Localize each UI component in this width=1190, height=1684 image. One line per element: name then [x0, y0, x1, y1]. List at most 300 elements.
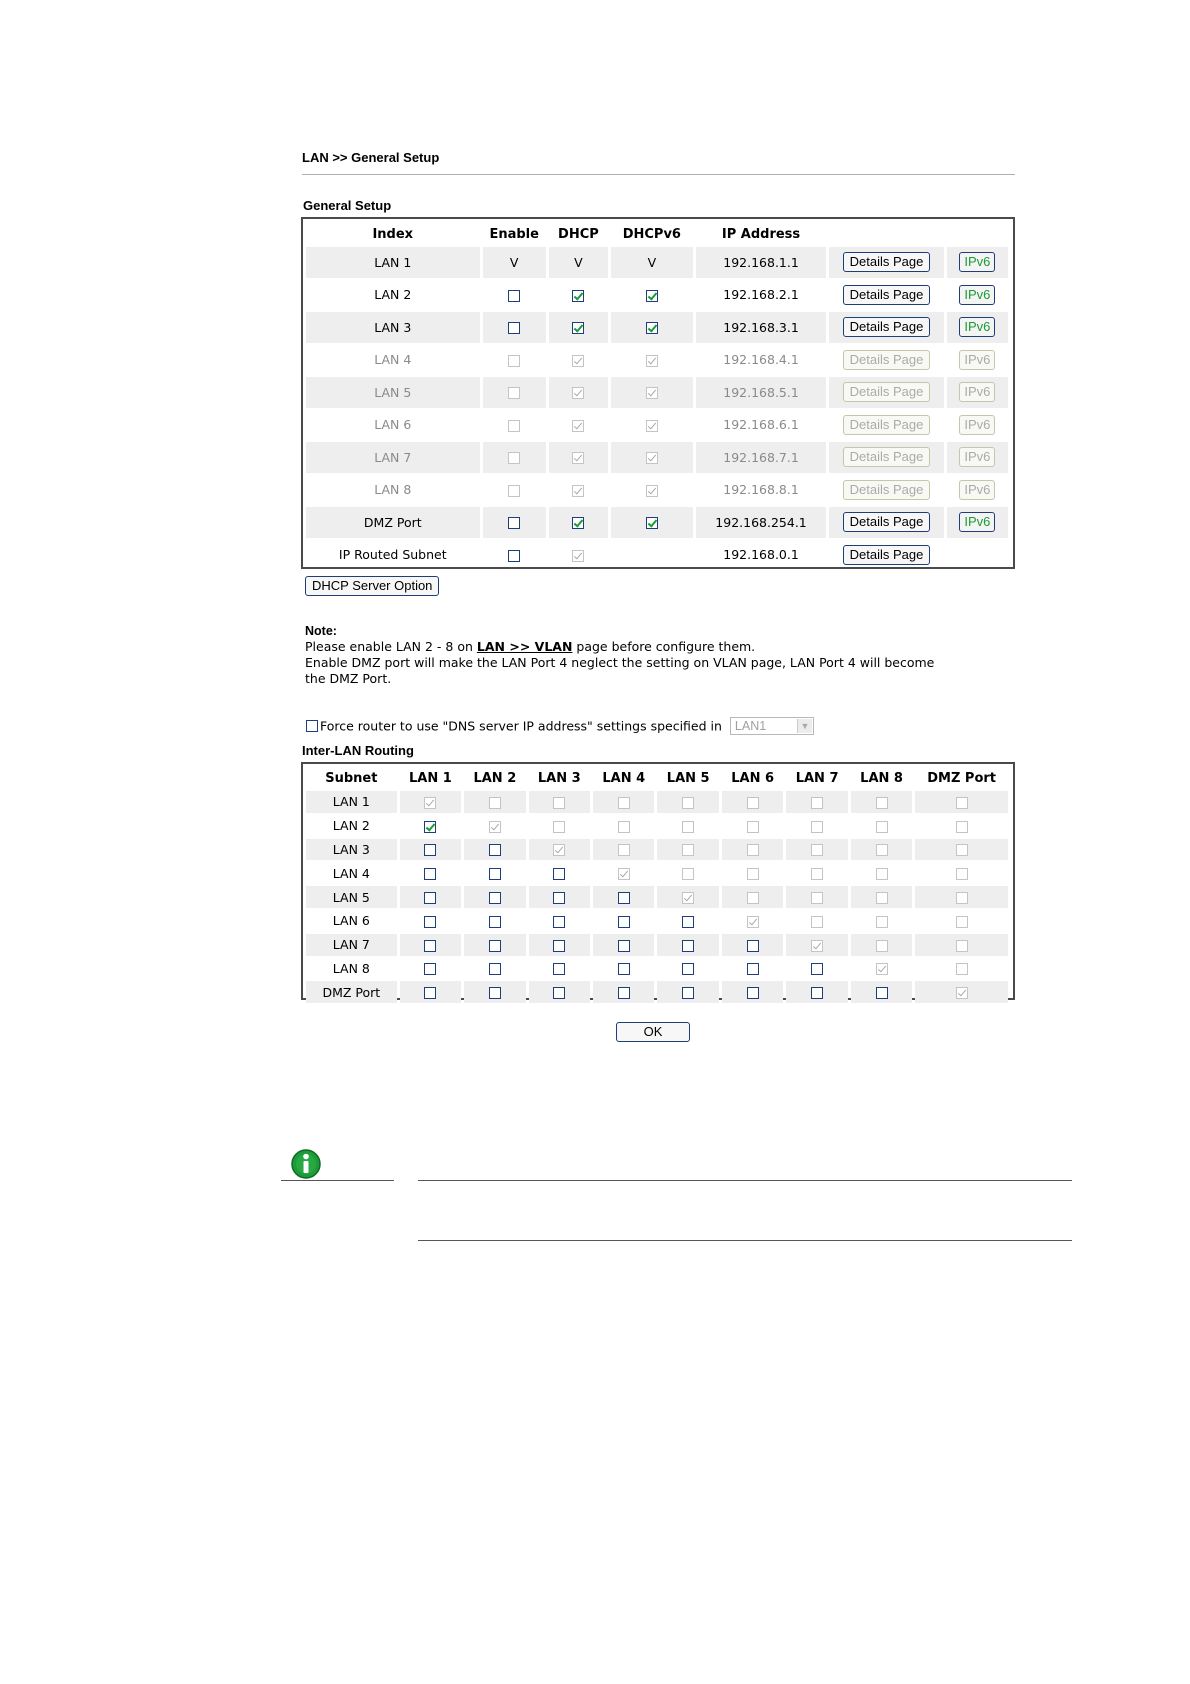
- force-dns-checkbox[interactable]: [306, 720, 318, 732]
- routing-checkbox[interactable]: [747, 963, 759, 975]
- routing-cell: [851, 815, 912, 837]
- routing-checkbox[interactable]: [682, 940, 694, 952]
- routing-cell: [657, 886, 718, 908]
- note-line3: the DMZ Port.: [305, 671, 392, 686]
- ip-address: 192.168.2.1: [723, 287, 799, 303]
- row-index: LAN 4: [374, 352, 412, 368]
- routing-cell: [722, 981, 783, 1003]
- table-row: [306, 280, 1008, 311]
- general-setup-title: General Setup: [303, 198, 392, 213]
- routing-cell: [915, 981, 1008, 1003]
- routing-checkbox[interactable]: [553, 916, 565, 928]
- routing-checkbox[interactable]: [489, 963, 501, 975]
- header-ip-address: IP Address: [721, 226, 801, 242]
- routing-checkbox: [876, 844, 888, 856]
- routing-cell: [657, 862, 718, 884]
- header-column: LAN 1: [408, 770, 452, 786]
- inter-lan-routing-title: Inter-LAN Routing: [302, 743, 414, 758]
- routing-checkbox[interactable]: [489, 987, 501, 999]
- ip-address: 192.168.4.1: [723, 352, 799, 368]
- general-setup-table: [303, 221, 1011, 572]
- header-index: Index: [372, 226, 414, 242]
- details-page-button-lan-7: Details Page: [843, 447, 931, 467]
- routing-checkbox[interactable]: [811, 987, 823, 999]
- subnet-label: LAN 8: [332, 960, 370, 976]
- enable-checkbox-lan-7: [508, 452, 520, 464]
- routing-checkbox: [876, 797, 888, 809]
- cell-ipv6: [947, 280, 1008, 311]
- routing-cell: [786, 839, 847, 861]
- inter-lan-routing-panel: [301, 762, 1015, 1000]
- ip-address: 192.168.0.1: [723, 547, 799, 563]
- routing-cell: [593, 839, 654, 861]
- cell-enable: [483, 540, 546, 571]
- routing-cell: [657, 815, 718, 837]
- routing-cell: [464, 862, 525, 884]
- cell-dhcp: [549, 540, 608, 571]
- routing-checkbox[interactable]: [489, 844, 501, 856]
- routing-checkbox[interactable]: [553, 963, 565, 975]
- cell-details: [829, 280, 943, 311]
- lan-vlan-link[interactable]: LAN >> VLAN: [476, 639, 573, 654]
- header-subnet: Subnet: [325, 770, 378, 786]
- table-row: [306, 815, 1008, 837]
- note-line1-before: Please enable LAN 2 - 8 on: [305, 639, 477, 654]
- info-rule-top: [418, 1180, 1072, 1181]
- routing-cell: [464, 839, 525, 861]
- cell-details: [829, 442, 943, 473]
- cell-enable: V: [483, 247, 546, 278]
- ipv6-button-lan-6: IPv6: [959, 415, 995, 435]
- header-dhcp: DHCP: [558, 226, 599, 242]
- header-column: LAN 5: [666, 770, 710, 786]
- routing-checkbox: [956, 844, 968, 856]
- routing-cell: [915, 839, 1008, 861]
- cell-details: [829, 507, 943, 538]
- ok-button[interactable]: OK: [616, 1022, 690, 1042]
- routing-checkbox[interactable]: [424, 940, 436, 952]
- dhcpv6-checkbox-dmz-port[interactable]: [646, 517, 658, 529]
- header-ipv6: [947, 223, 1008, 245]
- routing-cell: [464, 910, 525, 932]
- routing-checkbox: [489, 797, 501, 809]
- ip-address: 192.168.8.1: [723, 482, 799, 498]
- routing-checkbox: [876, 892, 888, 904]
- cell-ipv6: [947, 540, 1008, 571]
- cell-dhcpv6: [611, 312, 693, 343]
- routing-checkbox[interactable]: [553, 987, 565, 999]
- cell-dhcp: [549, 377, 608, 408]
- routing-checkbox: [618, 797, 630, 809]
- dhcp-checkbox-lan-6: [572, 420, 584, 432]
- enable-checkbox-ip-routed-subnet[interactable]: [508, 550, 520, 562]
- routing-cell: [593, 910, 654, 932]
- table-row: [306, 377, 1008, 408]
- subnet-label: LAN 1: [306, 791, 397, 813]
- cell-enable: [483, 280, 546, 311]
- cell-enable: [483, 312, 546, 343]
- subnet-label: LAN 6: [332, 913, 370, 929]
- table-row: [306, 442, 1008, 473]
- dhcpv6-checkbox-lan-4: [646, 355, 658, 367]
- subnet-label: DMZ Port: [306, 981, 397, 1003]
- routing-cell: [529, 886, 590, 908]
- note-block: [305, 623, 934, 687]
- routing-cell: [851, 981, 912, 1003]
- details-page-button-lan-1[interactable]: Details Page: [843, 252, 931, 272]
- routing-checkbox[interactable]: [811, 963, 823, 975]
- cell-dhcp: [549, 312, 608, 343]
- table-row: [306, 345, 1008, 376]
- cell-details: [829, 410, 943, 441]
- cell-dhcp: [549, 475, 608, 506]
- routing-checkbox: [956, 963, 968, 975]
- routing-cell: [593, 862, 654, 884]
- routing-cell: [593, 958, 654, 980]
- header-column: LAN 4: [602, 770, 646, 786]
- cell-enable: [483, 507, 546, 538]
- header-column: LAN 6: [731, 770, 775, 786]
- routing-checkbox[interactable]: [424, 916, 436, 928]
- header-column: LAN 8: [860, 770, 903, 786]
- cell-dhcp: [549, 442, 608, 473]
- row-index: LAN 1: [306, 247, 480, 278]
- routing-checkbox: [811, 916, 823, 928]
- routing-checkbox: [682, 821, 694, 833]
- routing-checkbox[interactable]: [876, 987, 888, 999]
- ipv6-button-lan-2[interactable]: IPv6: [959, 285, 995, 305]
- routing-cell: [464, 886, 525, 908]
- routing-cell: [593, 886, 654, 908]
- routing-cell: [786, 981, 847, 1003]
- dns-lan-select[interactable]: [730, 717, 814, 735]
- table-row: [306, 886, 1008, 908]
- table-row: [306, 910, 1008, 932]
- table-row: [306, 540, 1008, 571]
- ip-address: 192.168.3.1: [696, 312, 827, 343]
- routing-cell: [400, 791, 461, 813]
- routing-cell: [786, 958, 847, 980]
- routing-cell: [915, 958, 1008, 980]
- row-index: LAN 6: [374, 417, 412, 433]
- routing-checkbox[interactable]: [489, 868, 501, 880]
- cell-dhcpv6: [611, 540, 693, 571]
- table-row: [306, 839, 1008, 861]
- force-dns-label: Force router to use "DNS server IP address" settings specified in: [320, 718, 722, 734]
- routing-checkbox[interactable]: [424, 868, 436, 880]
- routing-checkbox: [747, 892, 759, 904]
- table-row: [306, 981, 1008, 1003]
- routing-cell: [464, 815, 525, 837]
- ipv6-button-lan-4: IPv6: [959, 350, 995, 370]
- details-page-button-lan-6: Details Page: [843, 415, 931, 435]
- header-dhcpv6: DHCPv6: [622, 226, 681, 242]
- routing-checkbox[interactable]: [424, 821, 436, 833]
- routing-cell: [464, 934, 525, 956]
- routing-checkbox: [618, 821, 630, 833]
- dhcp-checkbox-lan-7: [572, 452, 584, 464]
- details-page-button-lan-2[interactable]: Details Page: [843, 285, 931, 305]
- routing-cell: [915, 862, 1008, 884]
- routing-cell: [529, 934, 590, 956]
- dhcpv6-checkbox-lan-3[interactable]: [646, 322, 658, 334]
- ipv6-button-lan-1[interactable]: IPv6: [959, 252, 995, 272]
- cell-dhcpv6: [611, 507, 693, 538]
- ipv6-button-lan-3[interactable]: IPv6: [959, 317, 995, 337]
- table-row: [306, 958, 1008, 980]
- routing-checkbox: [747, 916, 759, 928]
- enable-checkbox-lan-4: [508, 355, 520, 367]
- table-row: [306, 410, 1008, 441]
- routing-checkbox: [553, 821, 565, 833]
- routing-cell: [722, 839, 783, 861]
- force-dns-row: [306, 717, 814, 735]
- subnet-label: LAN 7: [306, 934, 397, 956]
- routing-checkbox: [618, 844, 630, 856]
- routing-checkbox: [956, 916, 968, 928]
- routing-checkbox: [682, 844, 694, 856]
- routing-cell: [464, 791, 525, 813]
- routing-cell: [722, 886, 783, 908]
- general-setup-panel: [301, 217, 1015, 569]
- inter-lan-routing-table: [303, 765, 1011, 1005]
- details-page-button-dmz-port[interactable]: Details Page: [843, 512, 931, 532]
- routing-checkbox[interactable]: [424, 844, 436, 856]
- routing-cell: [915, 815, 1008, 837]
- routing-checkbox[interactable]: [618, 963, 630, 975]
- ip-address: 192.168.6.1: [723, 417, 799, 433]
- routing-checkbox[interactable]: [618, 987, 630, 999]
- routing-cell: [722, 862, 783, 884]
- routing-checkbox: [747, 821, 759, 833]
- enable-checkbox-lan-2[interactable]: [508, 290, 520, 302]
- routing-cell: [851, 791, 912, 813]
- routing-cell: [400, 910, 461, 932]
- routing-cell: [529, 839, 590, 861]
- dhcp-checkbox-lan-2[interactable]: [572, 290, 584, 302]
- routing-checkbox: [682, 797, 694, 809]
- cell-enable: [483, 475, 546, 506]
- routing-cell: [915, 886, 1008, 908]
- routing-checkbox: [956, 987, 968, 999]
- table-row: [306, 475, 1008, 506]
- routing-checkbox: [747, 868, 759, 880]
- routing-checkbox: [811, 821, 823, 833]
- dhcp-checkbox-lan-3[interactable]: [572, 322, 584, 334]
- routing-checkbox: [876, 868, 888, 880]
- routing-cell: [593, 791, 654, 813]
- cell-dhcpv6: V: [611, 247, 693, 278]
- routing-checkbox[interactable]: [424, 892, 436, 904]
- routing-cell: [400, 981, 461, 1003]
- routing-cell: [786, 791, 847, 813]
- routing-cell: [915, 934, 1008, 956]
- enable-checkbox-dmz-port[interactable]: [508, 517, 520, 529]
- note-line2: Enable DMZ port will make the LAN Port 4 neglect the setting on VLAN page, LAN Port 4 will become: [305, 655, 935, 670]
- routing-checkbox[interactable]: [682, 987, 694, 999]
- details-page-button-lan-4: Details Page: [843, 350, 931, 370]
- page-title: LAN >> General Setup: [302, 150, 440, 165]
- routing-cell: [851, 934, 912, 956]
- routing-checkbox[interactable]: [424, 987, 436, 999]
- table-row: [306, 934, 1008, 956]
- row-index: LAN 3: [306, 312, 480, 343]
- subnet-label: LAN 3: [306, 839, 397, 861]
- table-row: [306, 247, 1008, 278]
- routing-checkbox: [811, 844, 823, 856]
- info-rule-short: [281, 1180, 394, 1181]
- routing-cell: [529, 862, 590, 884]
- note-line1-after: page before configure them.: [572, 639, 756, 654]
- ipv6-button-dmz-port[interactable]: IPv6: [959, 512, 995, 532]
- cell-ipv6: [947, 442, 1008, 473]
- routing-cell: [529, 791, 590, 813]
- routing-cell: [657, 934, 718, 956]
- cell-ipv6: [947, 410, 1008, 441]
- routing-checkbox: [811, 892, 823, 904]
- routing-checkbox: [956, 821, 968, 833]
- routing-checkbox: [876, 916, 888, 928]
- routing-checkbox[interactable]: [747, 940, 759, 952]
- row-index: LAN 7: [306, 442, 480, 473]
- ip-address: 192.168.7.1: [696, 442, 827, 473]
- routing-checkbox: [956, 892, 968, 904]
- subnet-label: LAN 2: [332, 818, 370, 834]
- dhcp-checkbox-dmz-port[interactable]: [572, 517, 584, 529]
- table-row: [306, 507, 1008, 538]
- cell-details: [829, 345, 943, 376]
- cell-dhcp: [549, 410, 608, 441]
- routing-checkbox[interactable]: [553, 892, 565, 904]
- cell-ipv6: [947, 475, 1008, 506]
- cell-enable: [483, 410, 546, 441]
- routing-checkbox[interactable]: [618, 916, 630, 928]
- ip-address: 192.168.1.1: [696, 247, 827, 278]
- routing-cell: [722, 934, 783, 956]
- routing-cell: [851, 886, 912, 908]
- routing-checkbox: [424, 797, 436, 809]
- dhcp-checkbox-lan-5: [572, 387, 584, 399]
- routing-checkbox[interactable]: [489, 916, 501, 928]
- routing-cell: [400, 886, 461, 908]
- row-index: LAN 5: [306, 377, 480, 408]
- routing-checkbox[interactable]: [682, 916, 694, 928]
- routing-cell: [722, 791, 783, 813]
- routing-checkbox: [876, 821, 888, 833]
- routing-checkbox: [811, 797, 823, 809]
- routing-cell: [786, 910, 847, 932]
- routing-cell: [851, 862, 912, 884]
- routing-checkbox[interactable]: [618, 892, 630, 904]
- routing-checkbox: [553, 797, 565, 809]
- routing-cell: [657, 958, 718, 980]
- routing-cell: [722, 815, 783, 837]
- routing-cell: [851, 839, 912, 861]
- routing-cell: [786, 886, 847, 908]
- routing-checkbox: [876, 963, 888, 975]
- ip-address: 192.168.254.1: [696, 507, 827, 538]
- cell-enable: [483, 377, 546, 408]
- cell-ipv6: [947, 377, 1008, 408]
- cell-dhcpv6: [611, 475, 693, 506]
- routing-cell: [593, 934, 654, 956]
- details-page-button-lan-8: Details Page: [843, 480, 931, 500]
- row-index: IP Routed Subnet: [338, 547, 447, 563]
- header-enable: Enable: [489, 226, 539, 242]
- dhcpv6-checkbox-lan-5: [646, 387, 658, 399]
- header-details: [829, 223, 943, 245]
- routing-checkbox[interactable]: [553, 868, 565, 880]
- dhcp-checkbox-lan-8: [572, 485, 584, 497]
- routing-cell: [529, 981, 590, 1003]
- cell-dhcpv6: [611, 442, 693, 473]
- cell-ipv6: [947, 312, 1008, 343]
- routing-cell: [657, 981, 718, 1003]
- cell-enable: [483, 442, 546, 473]
- row-index: LAN 2: [374, 287, 412, 303]
- cell-dhcpv6: [611, 410, 693, 441]
- routing-cell: [722, 958, 783, 980]
- cell-dhcpv6: [611, 377, 693, 408]
- routing-cell: [529, 815, 590, 837]
- routing-cell: [529, 958, 590, 980]
- routing-checkbox: [811, 940, 823, 952]
- cell-details: [829, 377, 943, 408]
- enable-checkbox-lan-3[interactable]: [508, 322, 520, 334]
- routing-checkbox: [811, 868, 823, 880]
- details-page-button-lan-5: Details Page: [843, 382, 931, 402]
- routing-cell: [786, 862, 847, 884]
- dhcp-checkbox-lan-4: [572, 355, 584, 367]
- cell-ipv6: [947, 247, 1008, 278]
- dhcp-checkbox-ip-routed-subnet: [572, 550, 584, 562]
- details-page-button-lan-3[interactable]: Details Page: [843, 317, 931, 337]
- routing-cell: [464, 958, 525, 980]
- cell-details: [829, 247, 943, 278]
- routing-checkbox[interactable]: [553, 940, 565, 952]
- routing-checkbox: [489, 821, 501, 833]
- cell-dhcp: [549, 507, 608, 538]
- routing-checkbox[interactable]: [489, 892, 501, 904]
- details-page-button-ip-routed-subnet[interactable]: Details Page: [843, 545, 931, 565]
- routing-cell: [851, 958, 912, 980]
- routing-checkbox: [876, 940, 888, 952]
- routing-cell: [529, 910, 590, 932]
- routing-checkbox: [747, 844, 759, 856]
- routing-checkbox[interactable]: [747, 987, 759, 999]
- routing-checkbox: [682, 892, 694, 904]
- routing-cell: [400, 862, 461, 884]
- row-index: DMZ Port: [306, 507, 480, 538]
- cell-details: [829, 475, 943, 506]
- dhcpv6-checkbox-lan-2[interactable]: [646, 290, 658, 302]
- routing-checkbox: [956, 868, 968, 880]
- dns-lan-select-value: LAN1: [734, 719, 767, 733]
- routing-checkbox[interactable]: [489, 940, 501, 952]
- cell-dhcp: [549, 345, 608, 376]
- dhcp-server-option-button[interactable]: DHCP Server Option: [305, 576, 439, 596]
- routing-cell: [400, 839, 461, 861]
- cell-details: [829, 312, 943, 343]
- routing-cell: [915, 791, 1008, 813]
- header-column: DMZ Port: [927, 770, 997, 786]
- routing-checkbox[interactable]: [682, 963, 694, 975]
- routing-checkbox[interactable]: [424, 963, 436, 975]
- routing-checkbox[interactable]: [618, 940, 630, 952]
- routing-cell: [657, 839, 718, 861]
- note-title: Note:: [305, 624, 337, 638]
- ipv6-button-lan-8: IPv6: [959, 480, 995, 500]
